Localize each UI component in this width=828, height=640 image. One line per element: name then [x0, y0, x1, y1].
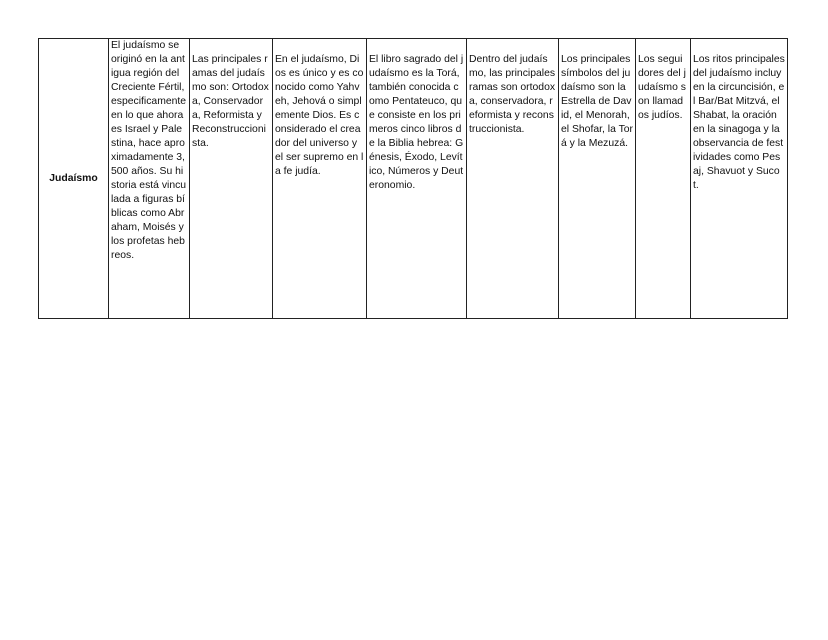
table-row [39, 39, 788, 319]
rites-text: Los ritos principales del judaísmo incluyen la circuncisión, el Bar/Bat Mitzvá, el Shabat, la oración en la sinagoga y la observancia de festividades como Pesaj, Shavuot y Sucot. [693, 54, 785, 191]
sacred-book-cell [367, 39, 467, 319]
branches-cell [190, 39, 273, 319]
branches-text: Las principales ramas del judaísmo son: Ortodoxa, Conservadora, Reformista y Reconstruccionista. [192, 54, 269, 149]
origin-cell [109, 39, 190, 319]
followers-cell [636, 39, 691, 319]
row-label: Judaísmo [49, 172, 98, 184]
denominations-cell [467, 39, 559, 319]
deity-cell [273, 39, 367, 319]
rites-cell [691, 39, 788, 319]
origin-text: El judaísmo se originó en la antigua región del Creciente Fértil, especificamente en lo que ahora es Israel y Palestina, hace aproximadamente 3,500 años. Su historia está vinculada a figuras bíblicas como Abraham, Moisés y los profetas hebreos. [111, 40, 187, 261]
denominations-text: Dentro del judaísmo, las principales ramas son ortodoxa, conservadora, reformista y reconstruccionista. [469, 54, 556, 135]
deity-text: En el judaísmo, Dios es único y es conocido como Yahveh, Jehová o simplemente Dios. Es considerado el creador del universo y el ser supremo en la fe judía. [275, 54, 364, 177]
sacred-book-text: El libro sagrado del judaísmo es la Torá, también conocida como Pentateuco, que consiste en los primeros cinco libros de la Biblia hebrea: Génesis, Éxodo, Levítico, Números y Deuteronomio. [369, 54, 464, 191]
row-label-cell [39, 39, 109, 319]
symbols-cell [559, 39, 636, 319]
symbols-text: Los principales símbolos del judaísmo son la Estrella de David, el Menorah, el Shofar, la Torá y la Mezuzá. [561, 54, 634, 149]
followers-text: Los seguidores del judaísmo son llamados judíos. [638, 54, 686, 121]
religion-comparison-table [38, 38, 788, 319]
